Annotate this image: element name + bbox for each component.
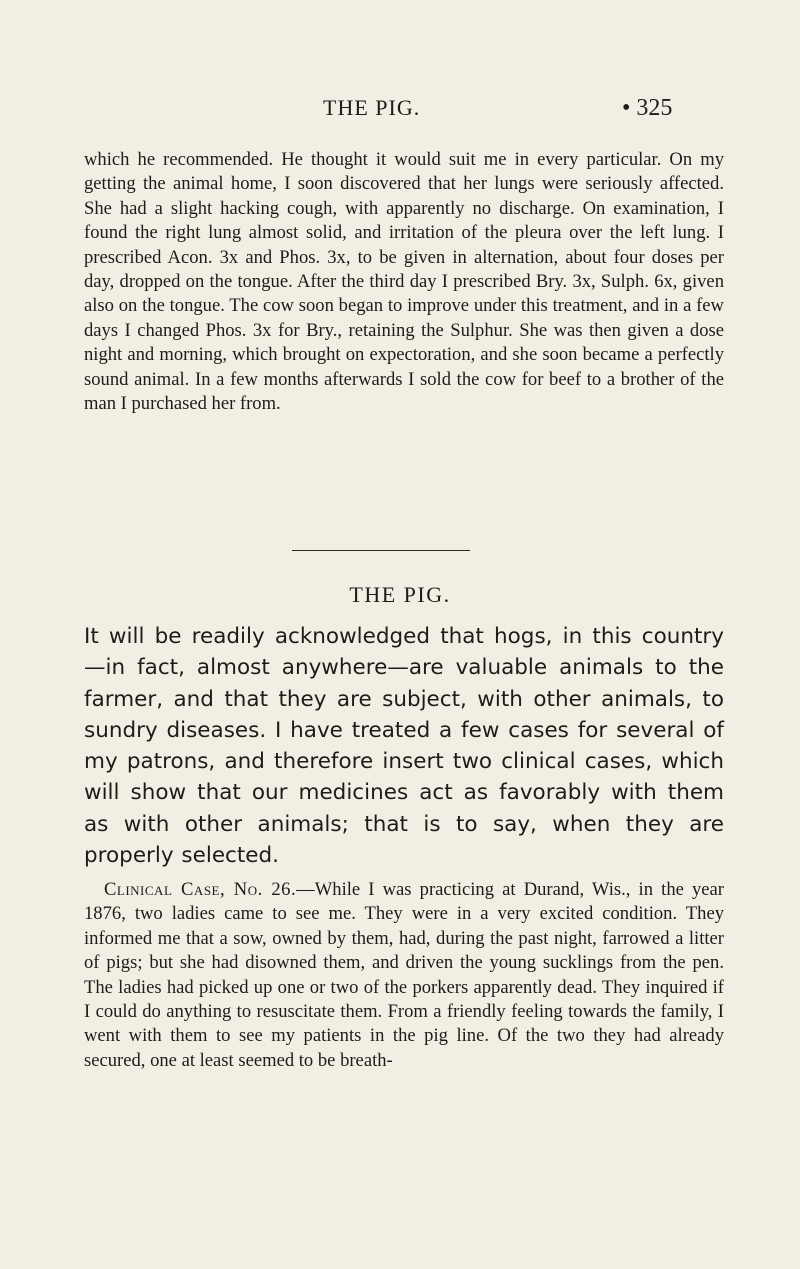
paragraph-cow-case-conclusion: which he recommended. He thought it would suit me in every particular. On my getting the animal home, I soon discovered that her lungs were seriously affected. She had a slight hacking cough, with apparently no discharge. On examination, I found the right lung almost solid, and irritation of the pleura over the left lung. I prescribed Acon. 3x and Phos. 3x, to be given in alternation, about four doses per day, dropped on the tongue. After the third day I prescribed Bry. 3x, Sulph. 6x, given also on the tongue. The cow soon began to improve under this treatment, and in a few days I changed Phos. 3x for Bry., retaining the Sulphur. She was then given a dose night and morning, which brought on expectoration, and she soon became a perfectly sound animal. In a few months afterwards I sold the cow for beef to a brother of the man I purchased her from. (84, 149, 724, 415)
paragraph-pig-intro: It will be readily acknowledged that hogs, in this country—in fact, almost anywhere—are valuable animals to the farmer, and that they are subject, with other animals, to sundry diseases. I have treated a few cases for several of my patrons, and therefore insert two clinical cases, which will show that our medicines act as favorably with them as with other animals; that is to say, when they are properly selected. (84, 624, 724, 869)
page-number: • 325 (622, 95, 673, 121)
running-head (0, 95, 800, 135)
clinical-case-label: Clinical Case, No. 26. (104, 879, 297, 900)
paragraph-clinical-case (84, 878, 724, 1073)
section-heading: THE PIG. (349, 582, 451, 607)
running-title: THE PIG. (323, 95, 421, 120)
clinical-case-body: —While I was practicing at Durand, Wis., in the year 1876, two ladies came to see me. They were in a very excited condition. They informed me that a sow, owned by them, had, during the past night, farrowed a litter of pigs; but she had disowned them, and driven the young sucklings from the pen. The ladies had picked up one or two of the porkers apparently dead. They inquired if I could do anything to resuscitate them. From a friendly feeling towards the family, I went with them to see my patients in the pig line. Of the two they had already secured, one at least seemed to be breath- (84, 879, 724, 1071)
section-divider-rule (292, 550, 470, 551)
